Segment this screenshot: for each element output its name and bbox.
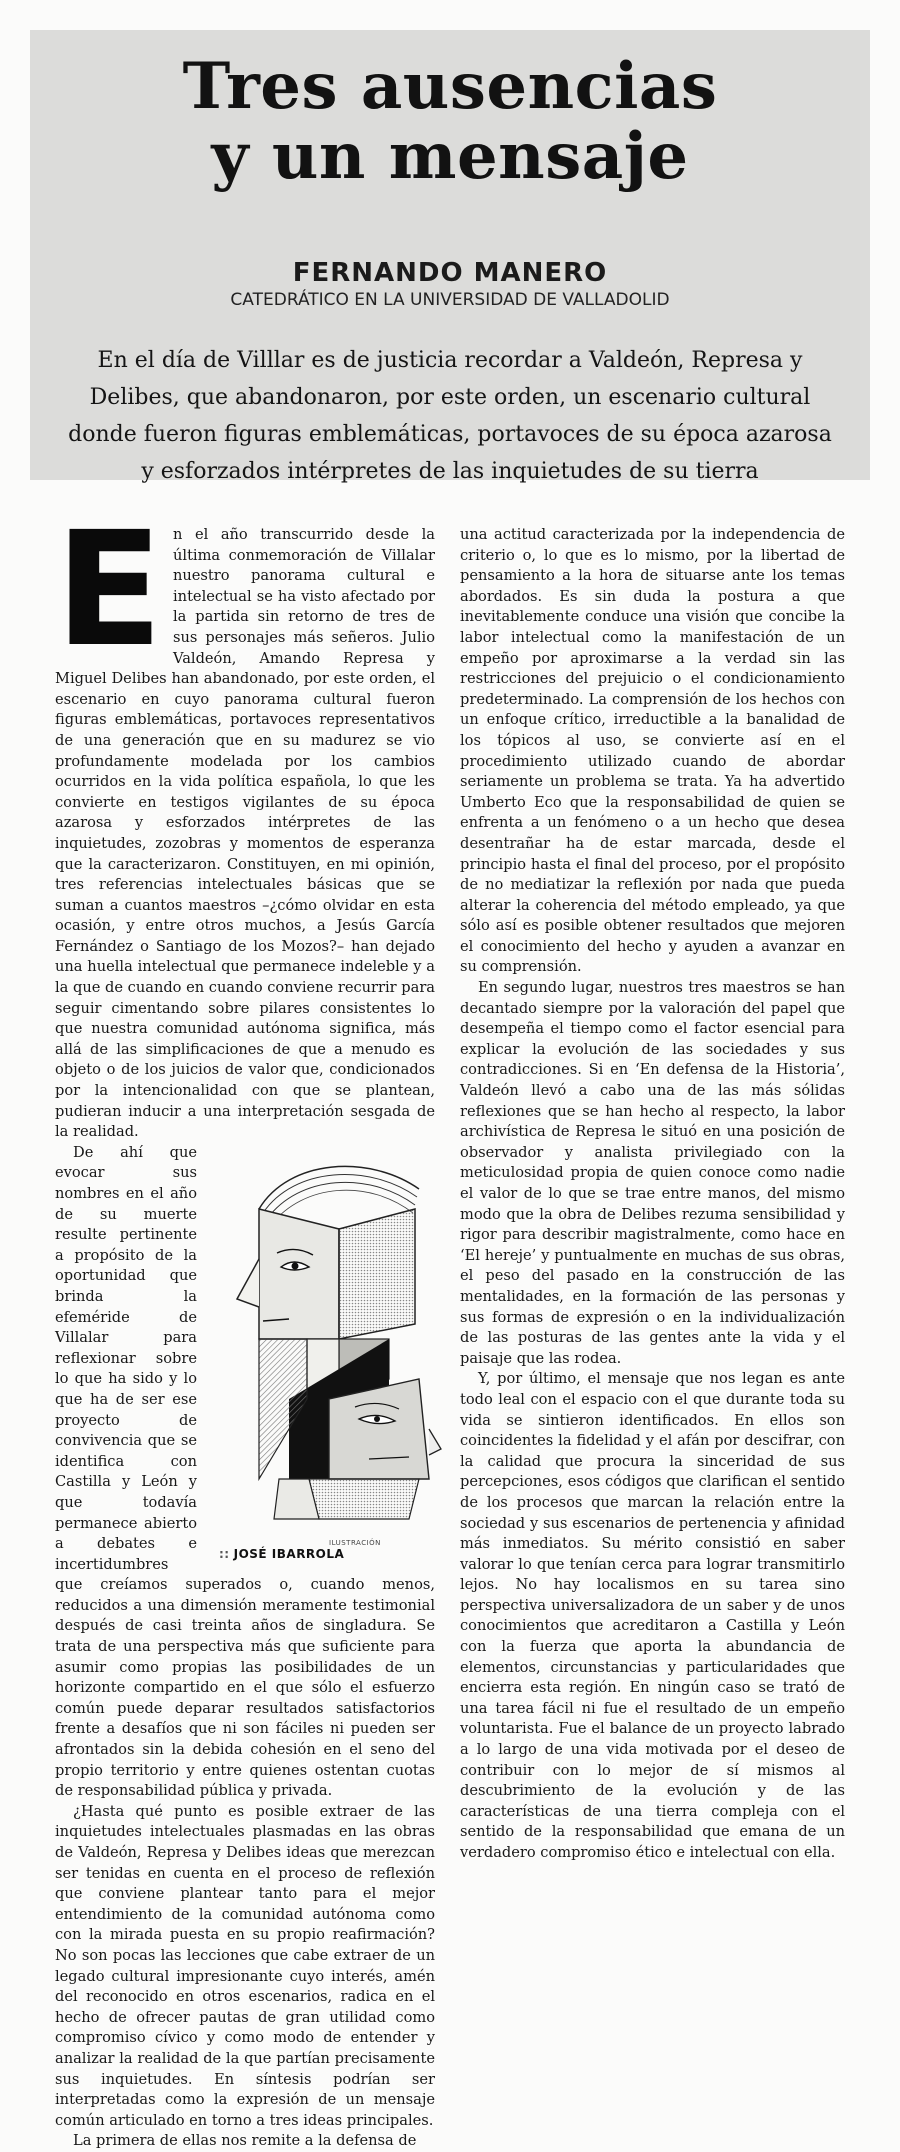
credit-mark: :: <box>219 1546 230 1561</box>
paragraph-5: una actitud caracterizada por la independencia de criterio o, lo que es lo mismo, por la libertad de pensamiento a la hora de situarse ante los temas abordados. Es sin duda la postura a que inevitablemente conduce una visión que concibe la labor intelectual como la manifestación de un empeño por aproximarse a la verdad sin las restricciones del prejuicio o el condicionamiento predeterminado. La comprensión de los hechos con un enfoque crítico, irreductible a la banalidad de los tópicos al uso, se convierte así en el procedimiento utilizado cuando de abordar seriamente un problema se trata. Ya ha advertido Umberto Eco que la responsabilidad de quien se enfrenta a un fenómeno o a un hecho que desea desentrañar ha de estar marcada, desde el principio hasta el final del proceso, por el propósito de no mediatizar la reflexión por nada que pueda alterar la coherencia del método empleado, ya que sólo así es posible obtener resultados que mejoren el conocimiento del hecho y ayuden a avanzar en su comprensión. <box>460 526 845 976</box>
paragraph-6: En segundo lugar, nuestros tres maestros se han decantado siempre por la valoración del papel que desempeña el tiempo como el factor esencial para explicar la evolución de las sociedades y sus contradicciones. Si en ‘En defensa de la Historia’, Valdeón llevó a cabo una de las más sólidas reflexiones que se han hecho al respecto, la labor archivística de Represa le situó en una posición de observador y analista privilegiado con la meticulosidad propia de quien conoce como nadie el valor de lo que se trae entre manos, del mismo modo que la obra de Delibes rezuma sensibilidad y rigor para describir magistralmente, como hace en ‘El hereje’ y puntualmente en muchas de sus obras, el peso del pasado en la construcción de las mentalidades, en la formación de las personas y sus formas de expresión o en la individualización de las posturas de las gentes ante la vida y el paisaje que las rodea. <box>460 979 845 1367</box>
illustration-credit <box>219 1544 344 1565</box>
paragraph-2: De ahí que evocar sus nombres en el año de su muerte resulte pertinente a propósito de la oportunidad que brinda la efeméride de Villalar para reflexionar sobre lo que ha sido y lo que ha de ser ese proyecto de convivencia que se identifica con Castilla y León y que todavía permanece abierto a debates e incertidumbres que creíamos superados o, cuando menos, reducidos a una dimensión meramente testimonial después de casi treinta años de singladura. Se trata de una perspectiva más que suficiente para asumir como propias las posibilidades de un horizonte compartido en el que sólo el esfuerzo común puede deparar resultados satisfactorios frente a desafíos que ni son fáciles ni pueden ser afrontados sin la debida cohesión en el seno del propio territorio y entre quienes ostentan cuotas de responsabilidad pública y privada. <box>55 1143 435 1800</box>
author-role: CATEDRÁTICO EN LA UNIVERSIDAD DE VALLADOLID <box>230 290 670 310</box>
article-title <box>30 49 870 194</box>
column-right <box>460 525 845 2105</box>
paragraph-4: La primera de ellas nos remite a la defensa de <box>73 2132 417 2150</box>
column-left <box>55 498 435 2150</box>
article-header <box>30 30 870 484</box>
paragraph-3: ¿Hasta qué punto es posible extraer de las inquietudes intelectuales plasmadas en las obras de Valdeón, Represa y Delibes ideas que merezcan ser tenidas en cuenta en el proceso de reflexión que conviene plantear tanto para el mejor entendimiento de la comunidad autónoma como con la mirada puesta en su propio reafirmación? No son pocas las lecciones que cabe extraer de un legado cultural impresionante cuyo interés, amén del reconocido en otros escenarios, radica en el hecho de ofrecer pautas de gran utilidad como compromiso cívico y como modo de entender y analizar la realidad de la que partían precisamente sus inquietudes. En síntesis podrían ser interpretadas como la expresión de un mensaje común articulado en torno a tres ideas principales. <box>55 1802 435 2129</box>
author-name: FERNANDO MANERO <box>292 258 608 288</box>
title-line-2: y un mensaje <box>211 119 689 194</box>
illustration <box>209 1149 441 1559</box>
paragraph-7: Y, por último, el mensaje que nos legan es ante todo leal con el espacio con el que durante toda su vida se sintieron identificados. En ellos son coincidentes la fidelidad y el afán por descifrar, con la calidad que procura la sinceridad de sus percepciones, esos códigos que clarifican el sentido de los procesos que marcan la relación entre la sociedad y sus escenarios de pertenencia y afinidad más inmediatos. Su mérito consistió en saber valorar lo que tenían cerca para lograr transmitirlo lejos. No hay localismos en su tarea sino perspectiva universalizadora de un saber y de unos conocimientos que acreditaron a Castilla y León con la fuerza que aporta la abundancia de elementos, circunstancias y particularidades que encierra esta región. En ningún caso se trató de una tarea fácil ni fue el resultado de un empeño voluntarista. Fue el balance de un proyecto labrado a lo largo de una vida motivada por el deseo de contribuir con lo mejor de sí mismos al descubrimiento de la evolución y de las características de una tierra compleja con el sentido de la responsabilidad que emana de un verdadero compromiso ético e intelectual con ella. <box>460 1370 845 1861</box>
drop-cap: E <box>55 498 163 682</box>
illustrator-name: JOSÉ IBARROLA <box>233 1546 345 1561</box>
illustration-credit-label: ILUSTRACIÓN <box>329 1538 381 1547</box>
title-line-1: Tres ausencias <box>182 49 718 124</box>
article-lead: En el día de Villlar es de justicia recordar a Valdeón, Represa y Delibes, que abandonaron, por este orden, un escenario cultural donde fueron figuras emblemáticas, portavoces de su época azarosa y esforzados intérpretes de las inquietudes de su tierra <box>68 348 832 484</box>
cubist-faces-illustration-icon <box>219 1149 439 1529</box>
paragraph-1: n el año transcurrido desde la última conmemoración de Villalar nuestro panorama cultural e intelectual se ha visto afectado por la partida sin retorno de tres de sus personajes más señeros. Julio Valdeón, Amando Represa y Miguel Delibes han abandonado, por este orden, el escenario en cuyo panorama cultural fueron figuras emblemáticas, portavoces representativos de una generación que en su madurez se vio profundamente modelada por los cambios ocurridos en la vida política española, lo que les convierte en testigos vigilantes de su época azarosa y esforzados intérpretes de las inquietudes, zozobras y momentos de esperanza que la caracterizaron. Constituyen, en mi opinión, tres referencias intelectuales básicas que se suman a cuantos maestros –¿cómo olvidar en esta ocasión, y entre otros muchos, a Jesús García Fernández o Santiago de los Mozos?– han dejado una huella intelectual que permanece indeleble y a la que de cuando en cuando conviene recurrir para seguir cimentando sobre pilares consistentes lo que nuestra comunidad autónoma significa, más allá de las simplificaciones de que a menudo es objeto o de los juicios de valor que, condicionados por la intencionalidad con que se plantean, pudieran inducir a una interpretación sesgada de la realidad. <box>55 526 435 1141</box>
